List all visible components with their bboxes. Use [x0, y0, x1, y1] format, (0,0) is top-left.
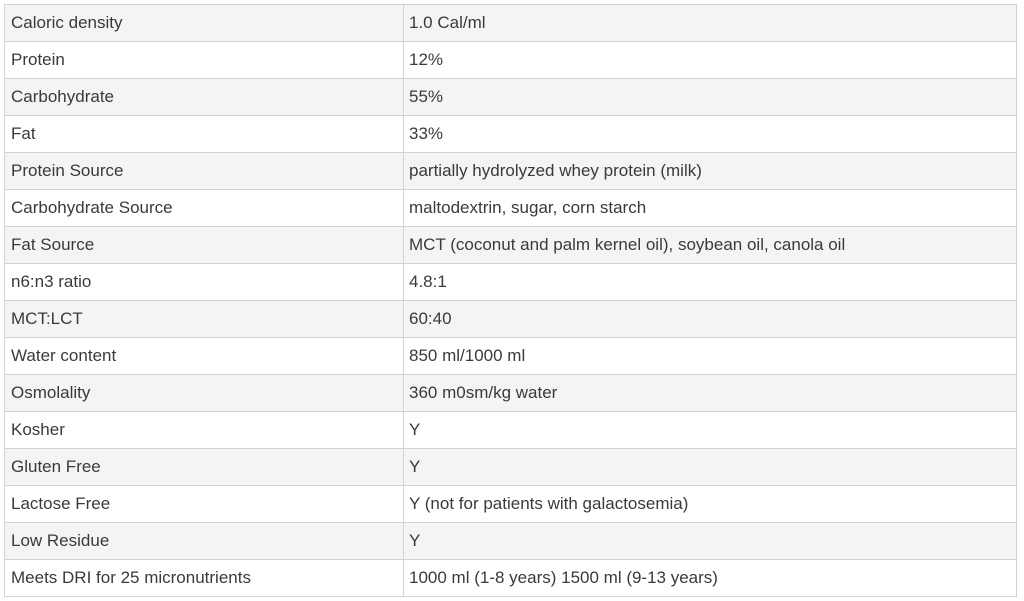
row-label-cell: Osmolality [5, 375, 404, 412]
row-label-cell: Fat Source [5, 227, 404, 264]
row-value-cell: Y [404, 523, 1017, 560]
table-row [5, 79, 1017, 116]
row-value-cell: 1.0 Cal/ml [404, 5, 1017, 42]
table-row [5, 190, 1017, 227]
row-label-cell: n6:n3 ratio [5, 264, 404, 301]
row-label-cell: Fat [5, 116, 404, 153]
table-row [5, 5, 1017, 42]
row-value-cell: 55% [404, 79, 1017, 116]
table-row [5, 338, 1017, 375]
row-label-cell: Protein Source [5, 153, 404, 190]
row-value-cell: 850 ml/1000 ml [404, 338, 1017, 375]
table-row [5, 486, 1017, 523]
nutrition-spec-table [4, 4, 1017, 597]
table-row [5, 560, 1017, 597]
table-row [5, 412, 1017, 449]
nutrition-spec-table-container [4, 4, 1017, 597]
table-row [5, 116, 1017, 153]
row-value-cell: 12% [404, 42, 1017, 79]
row-label-cell: Water content [5, 338, 404, 375]
row-label-cell: Gluten Free [5, 449, 404, 486]
row-label-cell: Protein [5, 42, 404, 79]
row-value-cell: partially hydrolyzed whey protein (milk) [404, 153, 1017, 190]
table-row [5, 153, 1017, 190]
row-label-cell: Kosher [5, 412, 404, 449]
row-value-cell: maltodextrin, sugar, corn starch [404, 190, 1017, 227]
table-row [5, 301, 1017, 338]
row-label-cell: MCT:LCT [5, 301, 404, 338]
row-label-cell: Lactose Free [5, 486, 404, 523]
row-value-cell: 33% [404, 116, 1017, 153]
table-row [5, 264, 1017, 301]
row-label-cell: Carbohydrate [5, 79, 404, 116]
row-label-cell: Low Residue [5, 523, 404, 560]
spec-table-body [5, 5, 1017, 597]
row-value-cell: Y [404, 412, 1017, 449]
row-value-cell: 4.8:1 [404, 264, 1017, 301]
row-value-cell: Y [404, 449, 1017, 486]
row-value-cell: 1000 ml (1-8 years) 1500 ml (9-13 years) [404, 560, 1017, 597]
table-row [5, 449, 1017, 486]
table-row [5, 375, 1017, 412]
row-value-cell: 360 m0sm/kg water [404, 375, 1017, 412]
row-label-cell: Caloric density [5, 5, 404, 42]
row-value-cell: MCT (coconut and palm kernel oil), soybean oil, canola oil [404, 227, 1017, 264]
table-row [5, 227, 1017, 264]
row-label-cell: Meets DRI for 25 micronutrients [5, 560, 404, 597]
row-label-cell: Carbohydrate Source [5, 190, 404, 227]
row-value-cell: Y (not for patients with galactosemia) [404, 486, 1017, 523]
row-value-cell: 60:40 [404, 301, 1017, 338]
table-row [5, 42, 1017, 79]
table-row [5, 523, 1017, 560]
